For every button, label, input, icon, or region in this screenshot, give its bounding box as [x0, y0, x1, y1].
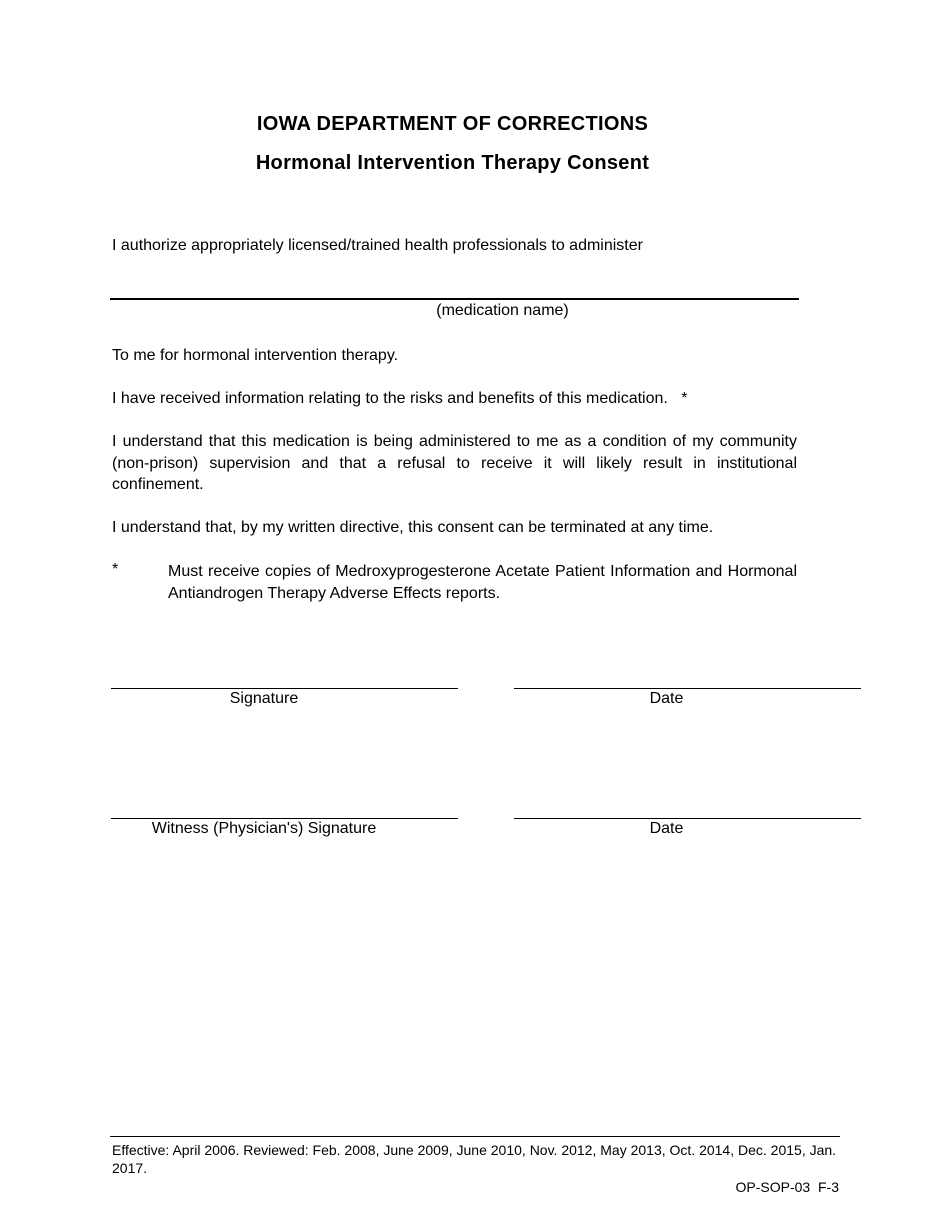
medication-name-line[interactable]	[110, 298, 799, 300]
authorize-statement: I authorize appropriately licensed/trained health professionals to administer	[112, 237, 643, 254]
therapy-statement: To me for hormonal intervention therapy.	[112, 347, 399, 364]
date-line-1[interactable]	[514, 688, 861, 689]
condition-statement: I understand that this medication is being administered to me as a condition of my community (non-prison) supervision and that a refusal to receive it will likely result in institutional confinement.	[112, 433, 797, 493]
form-title: Hormonal Intervention Therapy Consent	[255, 152, 650, 174]
form-code: OP-SOP-03 F-3	[735, 1179, 839, 1195]
department-title: IOWA DEPARTMENT OF CORRECTIONS	[256, 113, 649, 135]
received-info-statement: I have received information relating to the risks and benefits of this medication. *	[112, 390, 688, 407]
date-label-2: Date	[649, 820, 684, 837]
footnote-text: Must receive copies of Medroxyprogesterone Acetate Patient Information and Hormonal Antiandrogen Therapy Adverse Effects reports.	[168, 563, 797, 602]
witness-signature-label: Witness (Physician's) Signature	[151, 820, 377, 837]
termination-statement: I understand that, by my written directive, this consent can be terminated at any time.	[112, 519, 714, 536]
date-label-1: Date	[649, 690, 684, 707]
signature-line[interactable]	[111, 688, 458, 689]
footnote-asterisk: *	[112, 561, 119, 578]
medication-name-caption: (medication name)	[436, 302, 569, 319]
effective-dates: Effective: April 2006. Reviewed: Feb. 2008, June 2009, June 2010, Nov. 2012, May 2013, Oct. 2014, Dec. 2015, Jan. 2017.	[112, 1142, 837, 1176]
footer-divider	[110, 1136, 840, 1137]
signature-label: Signature	[229, 690, 299, 707]
witness-signature-line[interactable]	[111, 818, 458, 819]
date-line-2[interactable]	[514, 818, 861, 819]
